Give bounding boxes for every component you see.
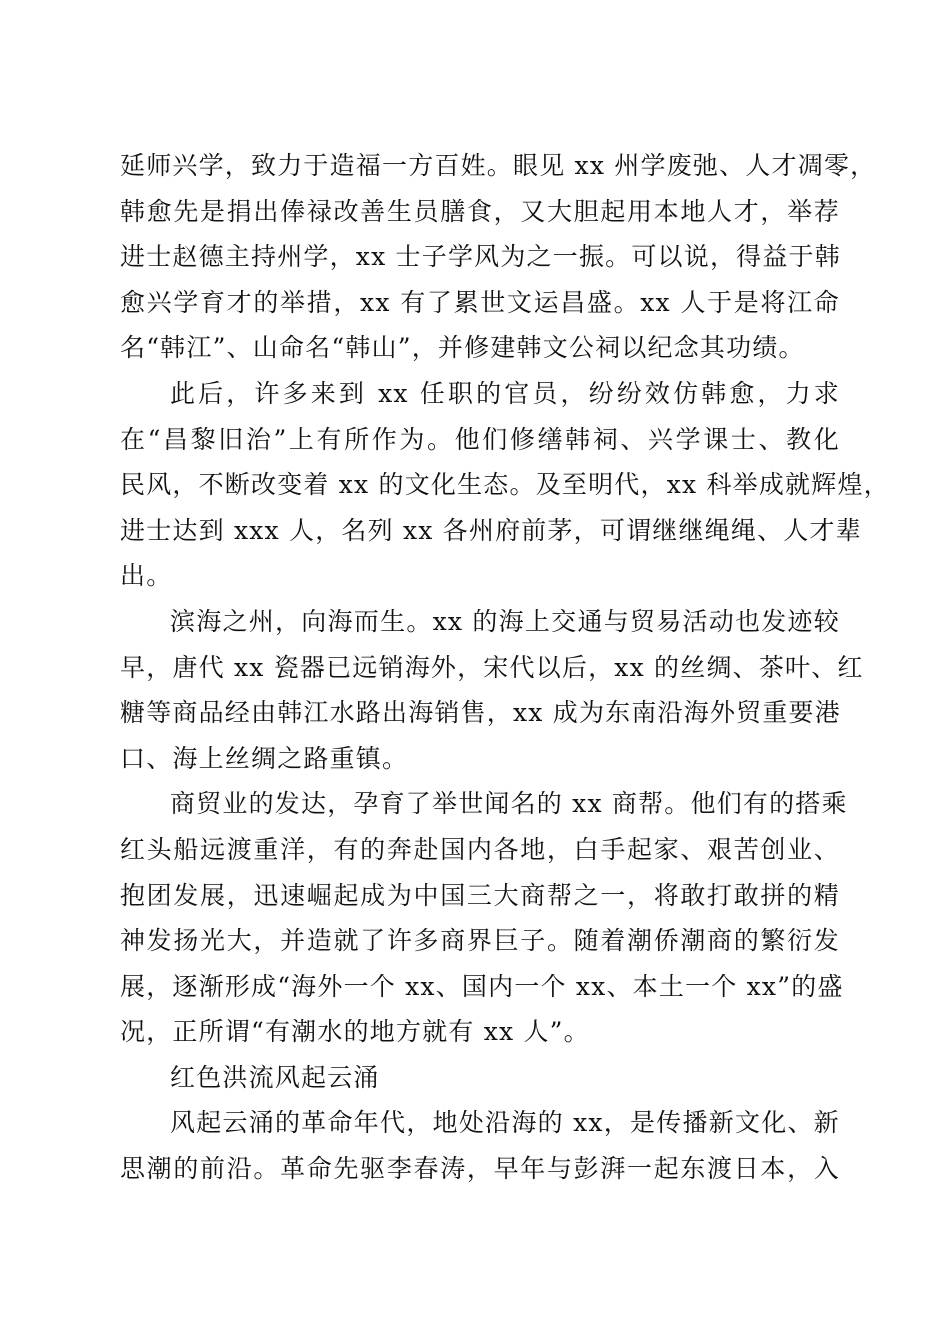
text-line: 延师兴学，致力于造福一方百姓。眼见 xx 州学废弛、人才凋零， bbox=[120, 151, 877, 180]
text-line: 红头船远渡重洋，有的奔赴国内各地，白手起家、艰苦创业、 bbox=[120, 834, 840, 864]
text-line: 出。 bbox=[120, 561, 173, 591]
text-line: 糖等商品经由韩江水路出海销售，xx 成为东南沿海外贸重要港 bbox=[120, 698, 841, 728]
text-line: 风起云涌的革命年代，地处沿海的 xx，是传播新文化、新 bbox=[170, 1108, 840, 1138]
text-line: 早，唐代 xx 瓷器已远销海外，宋代以后，xx 的丝绸、茶叶、红 bbox=[120, 652, 864, 682]
text-line: 神发扬光大，并造就了许多商界巨子。随着潮侨潮商的繁衍发 bbox=[120, 926, 840, 956]
section-heading: 红色洪流风起云涌 bbox=[170, 1062, 380, 1092]
text-line: 韩愈先是捐出俸禄改善生员膳食，又大胆起用本地人才，举荐 bbox=[120, 196, 840, 226]
text-line: 抱团发展，迅速崛起成为中国三大商帮之一，将敢打敢拼的精 bbox=[120, 880, 840, 910]
document-body bbox=[120, 143, 890, 1192]
text-line: 进士达到 xxx 人，名列 xx 各州府前茅，可谓继继绳绳、人才辈 bbox=[120, 515, 862, 545]
text-line: 商贸业的发达，孕育了举世闻名的 xx 商帮。他们有的搭乘 bbox=[170, 789, 848, 819]
text-line: 愈兴学育才的举措，xx 有了累世文运昌盛。xx 人于是将江命 bbox=[120, 287, 840, 317]
text-line: 在“昌黎旧治”上有所作为。他们修缮韩祠、兴学课士、教化 bbox=[120, 424, 840, 454]
text-line: 况，正所谓“有潮水的地方就有 xx 人”。 bbox=[120, 1017, 590, 1047]
text-line: 展，逐渐形成“海外一个 xx、国内一个 xx、本土一个 xx”的盛 bbox=[120, 971, 844, 1001]
text-line: 此后，许多来到 xx 任职的官员，纷纷效仿韩愈，力求 bbox=[170, 378, 840, 408]
text-line: 民风，不断改变着 xx 的文化生态。及至明代，xx 科举成就辉煌， bbox=[120, 470, 890, 500]
text-line: 滨海之州，向海而生。xx 的海上交通与贸易活动也发迹较 bbox=[170, 606, 840, 636]
text-line: 口、海上丝绸之路重镇。 bbox=[120, 743, 409, 773]
text-line: 思潮的前沿。革命先驱李春涛，早年与彭湃一起东渡日本，入 bbox=[120, 1154, 840, 1184]
text-line: 名“韩江”、山命名“韩山”，并修建韩文公祠以纪念其功绩。 bbox=[120, 333, 805, 363]
text-line: 进士赵德主持州学，xx 士子学风为之一振。可以说，得益于韩 bbox=[120, 242, 841, 272]
